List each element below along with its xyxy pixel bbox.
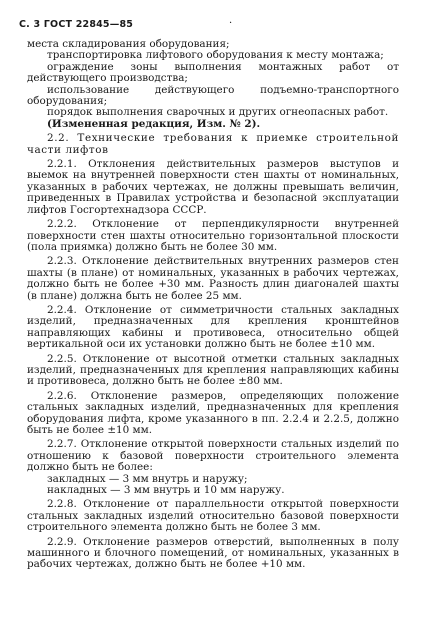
paragraph-2-2-1: 2.2.1. Отклонения действительных размеров выступов и выемок на внутренней поверхности стен шахты от номинальных, указанных в рабочих чертежах, не должны превышать величин, приведенных в Правилах устройства и безопасной эксплуатации лифтов Госгортехнадзора СССР.	[27, 158, 399, 216]
sub-item: накладных — 3 мм внутрь и 10 мм наружу.	[47, 484, 285, 497]
list-item: использование действующего подъемно-транспортного оборудования;	[27, 83, 399, 108]
list-item: места складирования оборудования;	[27, 38, 230, 50]
paragraph-2-2-9: 2.2.9. Отклонение размеров отверстий, выполненных в полу машинного и блочного помещений, от номинальных, указанных в рабочих чертежах, должно быть не более +10 мм.	[27, 535, 399, 571]
list-item: транспортировка лифтового оборудования к месту монтажа;	[47, 49, 384, 62]
list-item: ограждение зоны выполнения монтажных работ от действующего производства;	[27, 60, 399, 85]
paragraph-2-2-6: 2.2.6. Отклонение размеров, определяющих положение стальных закладных изделий, предназначенных для крепления оборудования лифта, кроме указанного в пп. 2.2.4 и 2.2.5, должно быть не более ±10 мм.	[27, 389, 399, 436]
page-mark: ·	[229, 18, 233, 29]
paragraph-2-2-3: 2.2.3. Отклонение действительных внутренних размеров стен шахты (в плане) от номинальных, указанных в рабочих чертежах, должно быть не более +30 мм. Разность длин диагоналей шахты (в плане) должна быть не более 25 мм.	[27, 255, 399, 302]
page-header: С. 3 ГОСТ 22845—85	[19, 19, 134, 30]
paragraph-2-2-4: 2.2.4. Отклонение от симметричности стальных закладных изделий, предназначенных для крепления кронштейнов направляющих кабины и противовеса, относительно общей вертикальной оси их установки должно быть не более ±10 мм.	[27, 303, 399, 351]
sub-item: закладных — 3 мм внутрь и наружу;	[47, 472, 248, 485]
section-heading: 2.2. Технические требования к приемке строительной части лифтов	[27, 132, 399, 156]
paragraph-2-2-5: 2.2.5. Отклонение от высотной отметки стальных закладных изделий, предназначенных для крепления направляющих кабины и противовеса, должно быть не более ±80 мм.	[27, 352, 399, 388]
document-body	[27, 39, 399, 574]
revision-note	[27, 119, 399, 130]
paragraph-2-2-2: 2.2.2. Отклонение от перпендикулярности внутренней поверхности стен шахты относительно горизонтальной плоскости (пола приямка) должно быть не более 30 мм.	[27, 218, 399, 253]
revision-note-text: (Измененная редакция, Изм. № 2).	[47, 117, 261, 130]
paragraph-2-2-8: 2.2.8. Отклонение от параллельности открытой поверхности стальных закладных изделий относительно базовой поверхности строительного элемента должно быть не более 3 мм.	[27, 498, 399, 534]
paragraph-2-2-7: 2.2.7. Отклонение открытой поверхности стальных изделий по отношению к базовой поверхности строительного элемента должно быть не более:	[27, 438, 399, 474]
list-item: порядок выполнения сварочных и других огнеопасных работ.	[47, 106, 389, 119]
